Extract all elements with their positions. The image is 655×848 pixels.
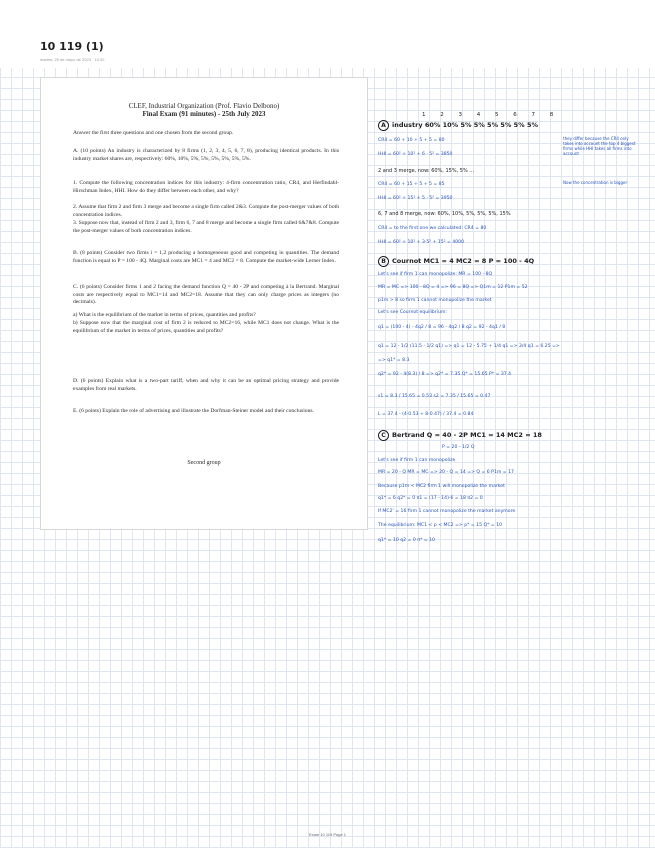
exam-intro: Answer the first three questions and one chosen from the second group.	[73, 130, 234, 136]
note-line: q1* = 6 q2* = 0 π1 = (17 - 14)·6 = 18 π2 = 0	[378, 496, 483, 501]
note-line: L = 37.4 - (4·0.53 + 8·0.47) / 37.4 = 0.84	[378, 412, 474, 417]
note-line: q2* = 92 - 4(8.3) / 8 => q2* = 7.35 Q* = 15.65 P* = 37.4	[378, 372, 512, 377]
exam-title: CLEF, Industrial Organization (Prof. Flavio Delbono)	[128, 102, 280, 110]
note-line: 2 and 3 merge, now: 60%, 15%, 5% ...	[378, 168, 475, 174]
page-footer: Exam 10 119 Page 1	[308, 832, 347, 837]
note-line: CR4 = 60 + 10 + 5 + 5 = 80	[378, 138, 445, 143]
question-e: E. (6 points) Explain the role of advertising and illustrate the Dorfman-Steiner model and their conclusions.	[73, 408, 314, 414]
question-a2: 2. Assume that firm 2 and firm 3 merge and become a single firm called 2&3. Compute the post-merger values of both concentration indices.	[73, 204, 339, 218]
note-line: HHI = 60² + 10² + 3·5² + 15² = 4000	[378, 240, 465, 245]
note-line: 6, 7 and 8 merge, now: 60%, 10%, 5%, 5%, 5%, 15%	[378, 211, 511, 217]
note-line: q1 = (100 - 4) - 4q2 / 8 = 96 - 4q2 / 8 q2 = 92 - 4q1 / 8	[378, 325, 506, 330]
question-c-b: b) Suppose now that the marginal cost of firm 2 is reduced to MC2=16, while MC1 does not change. What is the equilibrium of the market in terms of prices, quantities and profits?	[73, 320, 339, 334]
page-meta: martes, 25 de mayo de 2023 · 10:32	[40, 57, 105, 62]
question-b: B. (8 points) Consider two firms i = 1,2 producing a homogeneous good and competing in quantities. The demand function is equal to P = 100 - 4Q. Marginal costs are MC1 = 4 and MC2 = 8. Compute the market-wide Lerner Index.	[73, 250, 339, 264]
section-b-heading: B Cournot MC1 = 4 MC2 = 8 P = 100 - 4Q	[378, 256, 534, 267]
note-line: Let's see Cournot equilibrium:	[378, 310, 447, 315]
exam-document	[40, 77, 368, 530]
question-a3: 3. Suppose now that, instead of firm 2 and 3, firm 6, 7 and 8 merge and become a single firm called 6&7&8. Compute the post-merger values of both concentration indices.	[73, 220, 339, 234]
note-line: q1* = 10 q2 = 0 π* = 10	[378, 538, 435, 543]
exam-subtitle: Final Exam (91 minutes) - 25th July 2023	[142, 110, 266, 118]
note-line: P = 20 - 1/2 Q	[442, 445, 475, 450]
question-a: A. (10 points) An industry is characterized by 8 firms (1, 2, 3, 4, 5, 6, 7, 8), producing identical products. In this industry market shares are, respectively: 60%, 10%, 5%, 5%, 5%, 5%, 5%, 5%.	[73, 148, 339, 162]
circle-c-icon: C	[378, 430, 389, 441]
note-line: Let's see if firm 1 can monopolize	[378, 458, 456, 463]
section-a-heading: A industry 60% 10% 5% 5% 5% 5% 5% 5%	[378, 120, 538, 131]
circle-b-icon: B	[378, 256, 389, 267]
note-line: Let's see if firm 1 can monopolize: MR = 100 - 8Q	[378, 272, 493, 277]
note-line: MR = 20 - Q MR = MC => 20 - Q = 14 => Q = 6 P1m = 17	[378, 470, 514, 475]
note-line: s1 = 8.3 / 15.65 = 0.53 s2 = 7.35 / 15.65 = 0.47	[378, 394, 491, 399]
side-note: Now the concentration is bigger	[563, 180, 628, 185]
question-a1: 1. Compute the following concentration indices for this industry: 4-firm concentration ratio, CR4, and Herfindahl-Hirschman Index, HHI. How do they differ between each other, and why?	[73, 180, 339, 194]
question-c: C. (6 points) Consider firms 1 and 2 facing the demand function Q = 40 - 2P and competing à la Bertrand. Marginal costs are respectively equal to MC1=14 and MC2=18. Assume that they can only charge prices as integers (no decimals).	[73, 284, 339, 305]
note-line: CR4 = 60 + 15 + 5 + 5 = 85	[378, 182, 445, 187]
note-line: HHI = 60² + 10² + 6 · 5² = 3850	[378, 152, 453, 157]
firm-numbers: 1 2 3 4 5 6 7 8	[422, 112, 554, 118]
note-line: => q1* = 8.3	[378, 358, 410, 363]
page-title: 10 119 (1)	[40, 40, 104, 53]
section-c-heading: C Bertrand Q = 40 - 2P MC1 = 14 MC2 = 18	[378, 430, 542, 441]
second-group-heading: Second group	[187, 460, 221, 466]
note-line: p1m > 8 so firm 1 cannot monopolize the market	[378, 298, 492, 303]
note-line: HHI = 60² + 15² + 5 · 5² = 3950	[378, 196, 453, 201]
note-line: MR = MC => 100 - 8Q = 4 => 96 = 8Q => Q1m = 12 P1m = 52	[378, 285, 528, 290]
note-line: If MC2' = 16 firm 1 cannot monopolize the market anymore	[378, 509, 516, 514]
note-line: Because p1m < MC2 firm 1 will monopolize the market	[378, 484, 505, 489]
question-c-a: a) What is the equilibrium of the market in terms of prices, quantities and profits?	[73, 312, 256, 318]
side-note: they differ because the CR4 only takes into account the top 4 biggest firms while HHI takes all firms into account	[563, 136, 636, 156]
page-header	[0, 0, 655, 68]
circle-a-icon: A	[378, 120, 389, 131]
note-line: CR4 = to the first one we calculated: CR4 = 80	[378, 226, 487, 231]
question-d: D. (6 points) Explain what is a two-part tariff, when and why it can be an optimal pricing strategy and provide examples from real markets.	[73, 378, 339, 392]
note-line: q1 = 12 - 1/2 (11.5 - 1/2 q1) => q1 = 12 - 5.75 + 1/4 q1 => 3/4 q1 = 6.25 =>	[378, 344, 560, 349]
note-line: The equilibrium: MC1 < p < MC2 => p* = 15 Q* = 10	[378, 523, 503, 528]
